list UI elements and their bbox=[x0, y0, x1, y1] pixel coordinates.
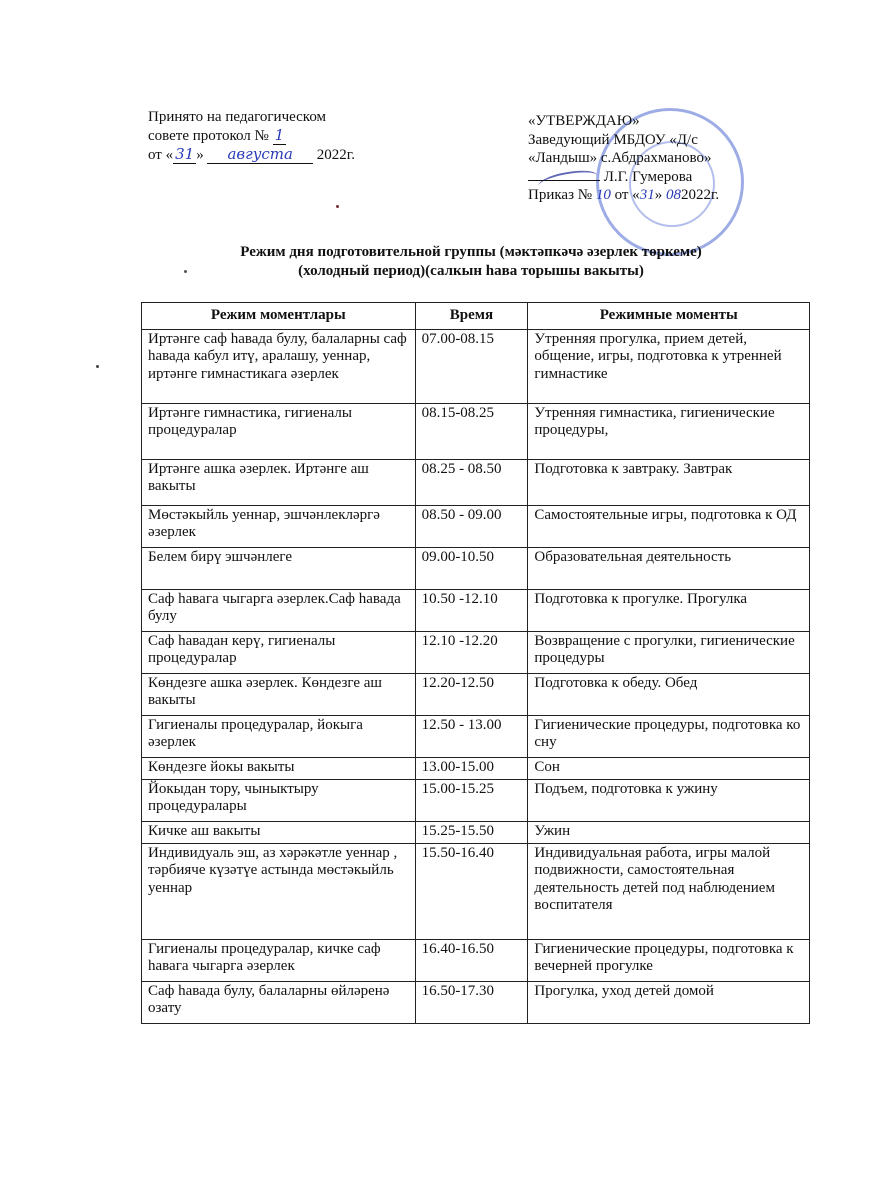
cell-time: 10.50 -12.10 bbox=[415, 589, 528, 631]
cell-time: 16.50-17.30 bbox=[415, 981, 528, 1023]
cell-time: 13.00-15.00 bbox=[415, 757, 528, 779]
cell-regime-rus: Ужин bbox=[528, 821, 810, 843]
protocol-number: 1 bbox=[274, 126, 285, 144]
table-row bbox=[142, 631, 810, 673]
cell-time: 07.00-08.15 bbox=[415, 329, 528, 403]
cell-regime-tat: Саф һавадан керү, гигиеналы процедуралар bbox=[142, 631, 416, 673]
table-row bbox=[142, 589, 810, 631]
approval-line-1: Принято на педагогическом bbox=[148, 109, 327, 125]
cell-regime-rus: Гигиенические процедуры, подготовка к вечерней прогулке bbox=[528, 939, 810, 981]
signature-line bbox=[528, 180, 600, 181]
cell-time: 09.00-10.50 bbox=[415, 547, 528, 589]
cell-regime-tat: Гигиеналы процедуралар, кичке саф һавага чыгарга әзерлек bbox=[142, 939, 416, 981]
title-line-1: Режим дня подготовительной группы (мәктәпкәчә әзерлек төркеме) bbox=[240, 244, 702, 260]
header-regime-rus: Режимные моменты bbox=[528, 303, 810, 330]
order-month: 08 bbox=[665, 187, 681, 203]
order-year: 2022г. bbox=[680, 187, 720, 203]
cell-regime-rus: Прогулка, уход детей домой bbox=[528, 981, 810, 1023]
approval-day: 31 bbox=[175, 145, 195, 163]
cell-time: 16.40-16.50 bbox=[415, 939, 528, 981]
cell-regime-rus: Возвращение с прогулки, гигиенические процедуры bbox=[528, 631, 810, 673]
daily-schedule-table bbox=[141, 302, 810, 1024]
cell-regime-rus: Самостоятельные игры, подготовка к ОД bbox=[528, 505, 810, 547]
document-title bbox=[140, 243, 802, 280]
cell-regime-rus: Утренняя гимнастика, гигиенические процедуры, bbox=[528, 403, 810, 459]
order-day: 31 bbox=[639, 187, 655, 203]
table-row bbox=[142, 779, 810, 821]
cell-time: 08.15-08.25 bbox=[415, 403, 528, 459]
approval-block bbox=[528, 112, 828, 205]
cell-time: 12.20-12.50 bbox=[415, 673, 528, 715]
cell-time: 08.25 - 08.50 bbox=[415, 459, 528, 505]
cell-regime-rus: Подготовка к прогулке. Прогулка bbox=[528, 589, 810, 631]
approver-position: Заведующий МБДОУ «Д/с bbox=[528, 131, 698, 148]
title-line-2: (холодный период)(салкын һава торышы вакыты) bbox=[298, 262, 644, 279]
table-header-row bbox=[142, 303, 810, 330]
approve-heading: «УТВЕРЖДАЮ» bbox=[528, 113, 640, 129]
table-row bbox=[142, 939, 810, 981]
cell-regime-rus: Индивидуальная работа, игры малой подвижности, самостоятельная деятельность детей под наблюдением воспитателя bbox=[528, 843, 810, 939]
cell-regime-rus: Образовательная деятельность bbox=[528, 547, 810, 589]
cell-time: 12.10 -12.20 bbox=[415, 631, 528, 673]
cell-time: 08.50 - 09.00 bbox=[415, 505, 528, 547]
cell-regime-tat: Иртәнге ашка әзерлек. Иртәнге аш вакыты bbox=[142, 459, 416, 505]
cell-regime-tat: Иртәнге гимнастика, гигиеналы процедуралар bbox=[142, 403, 416, 459]
table-row bbox=[142, 329, 810, 403]
cell-regime-tat: Саф һавага чыгарга әзерлек.Саф һавада булу bbox=[142, 589, 416, 631]
cell-regime-rus: Сон bbox=[528, 757, 810, 779]
cell-time: 15.50-16.40 bbox=[415, 843, 528, 939]
cell-regime-tat: Саф һавада булу, балаларны өйләренә озату bbox=[142, 981, 416, 1023]
order-line: Приказ № 10 от «31» 082022г. bbox=[528, 187, 720, 203]
approval-year: 2022г. bbox=[316, 147, 355, 163]
scan-speck bbox=[184, 270, 187, 273]
table-row bbox=[142, 715, 810, 757]
cell-regime-tat: Гигиеналы процедуралар, йокыга әзерлек bbox=[142, 715, 416, 757]
table-row bbox=[142, 981, 810, 1023]
cell-regime-tat: Индивидуаль эш, аз хәрәкәтле уеннар , тәрбияче күзәтүе астында мөстәкыйль уеннар bbox=[142, 843, 416, 939]
cell-regime-rus: Подготовка к завтраку. Завтрак bbox=[528, 459, 810, 505]
institution-name: «Ландыш» с.Абдрахманово» bbox=[528, 150, 712, 166]
header-regime-tat: Режим моментлары bbox=[142, 303, 416, 330]
table-row bbox=[142, 757, 810, 779]
table-row bbox=[142, 505, 810, 547]
cell-regime-tat: Көндезге йокы вакыты bbox=[142, 757, 416, 779]
cell-time: 15.00-15.25 bbox=[415, 779, 528, 821]
approval-line-2: совете протокол № 1 bbox=[148, 126, 285, 144]
table-row bbox=[142, 403, 810, 459]
cell-regime-tat: Белем бирү эшчәнлеге bbox=[142, 547, 416, 589]
cell-regime-tat: Көндезге ашка әзерлек. Көндезге аш вакыты bbox=[142, 673, 416, 715]
scan-speck bbox=[96, 365, 99, 368]
cell-regime-tat: Кичке аш вакыты bbox=[142, 821, 416, 843]
scan-speck bbox=[336, 205, 339, 208]
cell-regime-rus: Утренняя прогулка, прием детей, общение, игры, подготовка к утренней гимнастике bbox=[528, 329, 810, 403]
table-row bbox=[142, 673, 810, 715]
header-time: Время bbox=[415, 303, 528, 330]
cell-regime-tat: Иртәнге саф һавада булу, балаларны саф һавада кабул итү, аралашу, уеннар, иртәнге гимнастикага әзерлек bbox=[142, 329, 416, 403]
cell-regime-rus: Подъем, подготовка к ужину bbox=[528, 779, 810, 821]
approval-note bbox=[148, 108, 448, 164]
table-row bbox=[142, 547, 810, 589]
cell-time: 12.50 - 13.00 bbox=[415, 715, 528, 757]
approver-name-line bbox=[528, 168, 828, 187]
table-row bbox=[142, 821, 810, 843]
cell-time: 15.25-15.50 bbox=[415, 821, 528, 843]
cell-regime-tat: Йокыдан тору, чыныктыру процедуралары bbox=[142, 779, 416, 821]
cell-regime-tat: Мөстәкыйль уеннар, эшчәнлекләргә әзерлек bbox=[142, 505, 416, 547]
cell-regime-rus: Подготовка к обеду. Обед bbox=[528, 673, 810, 715]
approver-name: Л.Г. Гумерова bbox=[603, 168, 693, 185]
cell-regime-rus: Гигиенические процедуры, подготовка ко сну bbox=[528, 715, 810, 757]
approval-month: августа bbox=[207, 145, 313, 164]
order-number: 10 bbox=[595, 187, 611, 203]
approval-line-3: от « 31 » августа 2022г. bbox=[148, 145, 355, 163]
table-row bbox=[142, 459, 810, 505]
table-row bbox=[142, 843, 810, 939]
